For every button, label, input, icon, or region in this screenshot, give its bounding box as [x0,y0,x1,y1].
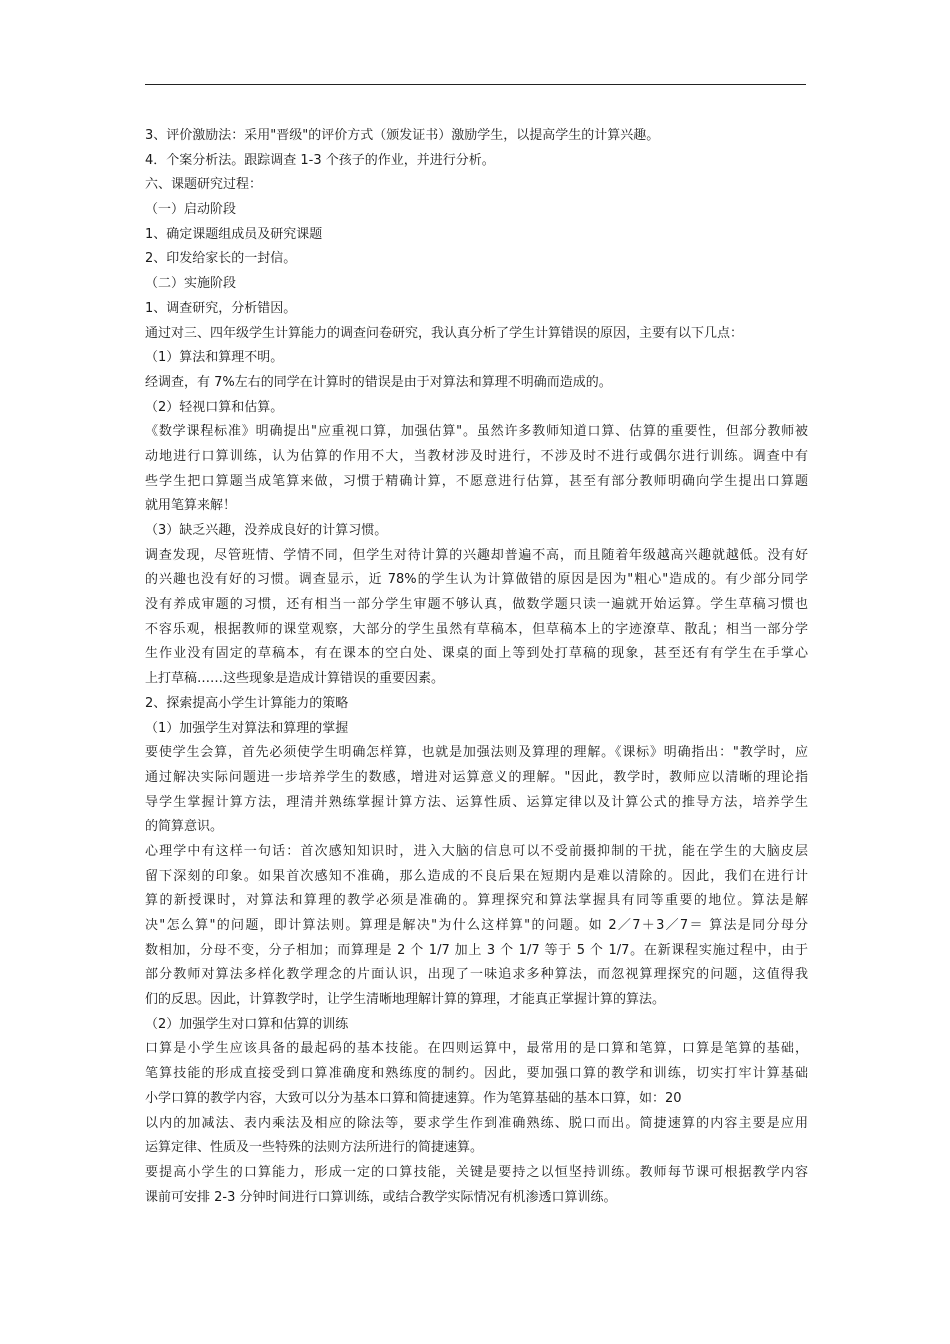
text-line: （2）轻视口算和估算。 [145,399,284,415]
text-line: 2、探索提高小学生计算能力的策略 [145,695,349,711]
text-line: （一）启动阶段 [145,202,237,218]
text-line: 就用笔算来解！ [145,498,237,514]
text-line: 以内的加减法、表内乘法及相应的除法等，要求学生作到准确熟练、脱口而出。简捷速算的内容主要是应用 [145,1115,808,1131]
text-line: （2）加强学生对口算和估算的训练 [145,1016,349,1032]
text-line: 调查发现，尽管班情、学情不同，但学生对待计算的兴趣却普遍不高，而且随着年级越高兴趣就越低。没有好 [145,547,808,563]
text-line: 生作业没有固定的草稿本，有在课本的空白处、课桌的面上等到处打草稿的现象，甚至还有有学生在手掌心 [145,646,808,662]
text-line: 们的反思。因此，计算教学时，让学生清晰地理解计算的算理，才能真正掌握计算的算法。 [145,992,666,1008]
document-body [145,124,808,1210]
text-line: 4．个案分析法。跟踪调查 1-3 个孩子的作业，并进行分析。 [145,152,495,168]
text-line: 导学生掌握计算方法，理清并熟练掌握计算方法、运算性质、运算定律以及计算公式的推导方法，培养学生 [145,794,808,810]
text-line: 3、评价激励法：采用"晋级"的评价方式（颁发证书）激励学生，以提高学生的计算兴趣。 [145,128,660,143]
text-line: 经调查，有 7%左右的同学在计算时的错误是由于对算法和算理不明确而造成的。 [145,374,612,390]
text-line: （1）加强学生对算法和算理的掌握 [145,720,349,736]
text-line: 数相加，分母不变，分子相加；而算理是 2 个 1/7 加上 3 个 1/7 等于 5 个 1/7。在新课程实施过程中，由于 [145,942,808,958]
text-line: （1）算法和算理不明。 [145,350,284,366]
text-line: 不容乐观，根据教师的课堂观察，大部分的学生虽然有草稿本，但草稿本上的字迹潦草、散乱；相当一部分学 [145,621,808,637]
text-line: 要提高小学生的口算能力，形成一定的口算技能，关键是要持之以恒坚持训练。教师每节课可根据教学内容 [145,1164,808,1180]
text-line: 上打草稿……这些现象是造成计算错误的重要因素。 [145,671,445,687]
text-line: 心理学中有这样一句话：首次感知知识时，进入大脑的信息可以不受前摄抑制的干扰，能在学生的大脑皮层 [145,843,808,859]
text-line: 1、确定课题组成员及研究课题 [145,226,323,242]
text-line: 没有养成审题的习惯，还有相当一部分学生审题不够认真，做数学题只读一遍就开始运算。学生草稿习惯也 [145,597,808,613]
text-line: 留下深刻的印象。如果首次感知不准确，那么造成的不良后果在短期内是难以清除的。因此，我们在进行计 [145,868,808,884]
text-line: 1、调查研究，分析错因。 [145,300,297,316]
text-line: 算的新授课时，对算法和算理的教学必须是准确的。算理探究和算法掌握具有同等重要的地位。算法是解 [145,893,808,909]
text-line: 动地进行口算训练，认为估算的作用不大，当教材涉及时进行，不涉及时不进行或偶尔进行训练。调查中有 [145,448,808,464]
text-line: 小学口算的教学内容，大致可以分为基本口算和简捷速算。作为笔算基础的基本口算，如：20 [145,1090,682,1106]
text-line: 口算是小学生应该具备的最起码的基本技能。在四则运算中，最常用的是口算和笔算，口算是笔算的基础， [145,1041,808,1057]
text-line: 通过对三、四年级学生计算能力的调查问卷研究，我认真分析了学生计算错误的原因，主要有以下几点： [145,325,744,341]
text-line: 运算定律、性质及一些特殊的法则方法所进行的简捷速算。 [145,1140,484,1156]
text-line: 些学生把口算题当成笔算来做，习惯于精确计算，不愿意进行估算，甚至有部分教师明确向学生提出口算题 [145,473,808,489]
text-line: 2、印发给家长的一封信。 [145,251,297,267]
text-line: 通过解决实际问题进一步培养学生的数感，增进对运算意义的理解。"因此，教学时，教师应以清晰的理论指 [145,769,808,785]
text-line: 的简算意识。 [145,819,224,835]
header-rule [145,84,806,85]
text-line: 的兴趣也没有好的习惯。调查显示，近 78%的学生认为计算做错的原因是因为"粗心"造成的。有少部分同学 [145,572,808,588]
text-line: 决"怎么算"的问题，即计算法则。算理是解决"为什么这样算"的问题。如 2／7＋3／7＝ 算法是同分母分 [145,918,808,933]
text-line: （二）实施阶段 [145,276,237,292]
text-line: 要使学生会算，首先必须使学生明确怎样算，也就是加强法则及算理的理解。《课标》明确指出："教学时，应 [145,745,808,761]
text-line: 课前可安排 2-3 分钟时间进行口算训练，或结合教学实际情况有机渗透口算训练。 [145,1189,617,1205]
text-line: 部分教师对算法多样化教学理念的片面认识，出现了一味追求多种算法，而忽视算理探究的问题，这值得我 [145,967,808,983]
text-line: 《数学课程标准》明确提出"应重视口算，加强估算"。虽然许多教师知道口算、估算的重要性，但部分教师被 [145,424,808,440]
text-line: 笔算技能的形成直接受到口算准确度和熟练度的制约。因此，要加强口算的教学和训练，切实打牢计算基础 [145,1066,808,1082]
text-line: （3）缺乏兴趣，没养成良好的计算习惯。 [145,523,388,538]
text-line: 六、课题研究过程： [145,177,263,193]
